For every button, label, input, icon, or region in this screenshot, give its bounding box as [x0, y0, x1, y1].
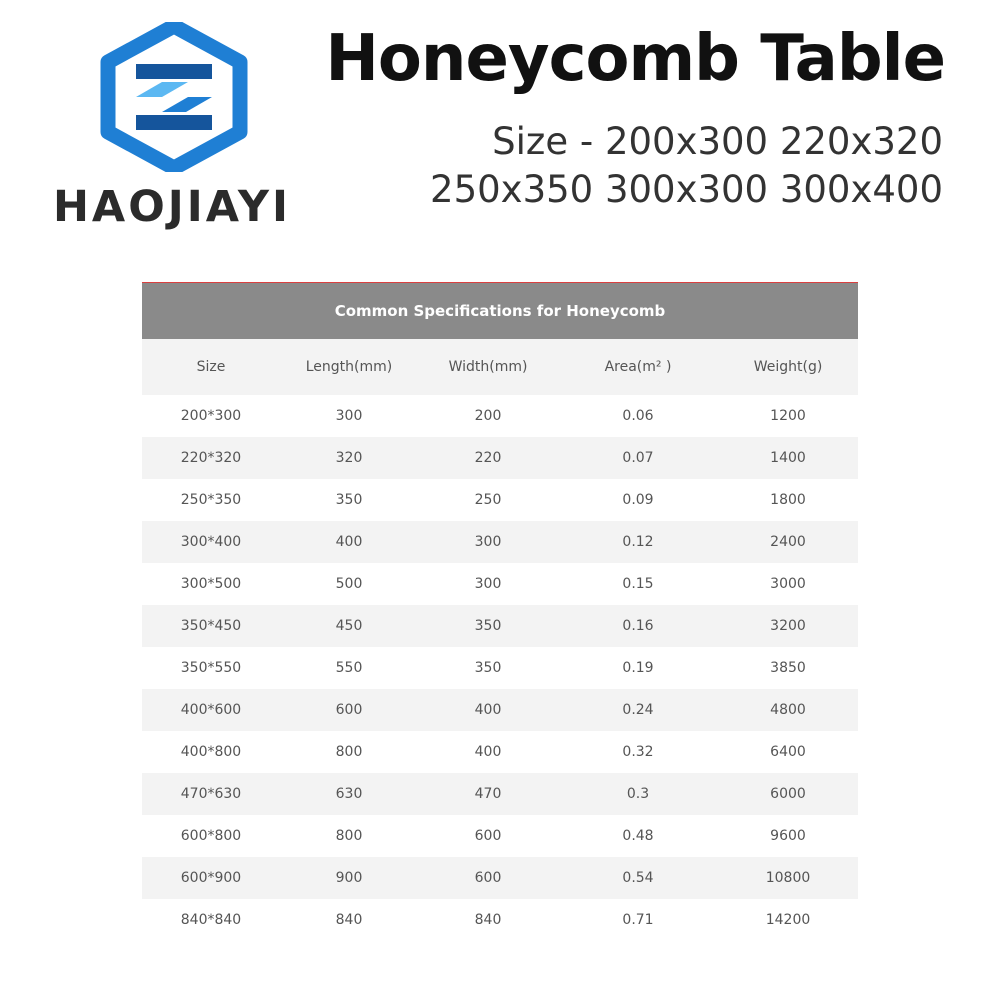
length-cell: 300	[335, 408, 363, 424]
table-row	[142, 689, 858, 731]
brand-logo	[22, 22, 322, 232]
area-cell: 0.16	[622, 618, 654, 634]
length-cell: 350	[335, 492, 363, 508]
hexagon-logo-icon	[100, 22, 248, 172]
area-cell: 0.24	[622, 702, 654, 718]
weight-cell: 3850	[770, 660, 806, 676]
width-cell: 350	[474, 618, 502, 634]
table-row	[142, 395, 858, 437]
width-cell: 300	[474, 576, 502, 592]
length-cell: 320	[335, 450, 363, 466]
table-row	[142, 479, 858, 521]
table-body	[142, 395, 858, 941]
area-cell: 0.09	[622, 492, 654, 508]
table-row	[142, 899, 858, 941]
size-cell: 220*320	[180, 450, 242, 466]
size-cell: 300*400	[180, 534, 242, 550]
weight-cell: 6000	[770, 786, 806, 802]
table-row	[142, 815, 858, 857]
weight-cell: 3200	[770, 618, 806, 634]
column-header-length: Length(mm)	[305, 359, 393, 375]
size-list-line-2: 250x350 300x300 300x400	[430, 168, 943, 211]
area-cell: 0.07	[622, 450, 654, 466]
spec-table	[142, 282, 858, 941]
size-cell: 400*600	[180, 702, 242, 718]
weight-cell: 1400	[770, 450, 806, 466]
length-cell: 800	[335, 744, 363, 760]
weight-cell: 14200	[765, 912, 811, 928]
width-cell: 250	[474, 492, 502, 508]
weight-cell: 2400	[770, 534, 806, 550]
size-cell: 470*630	[180, 786, 242, 802]
page-title: Honeycomb Table	[325, 22, 945, 96]
width-cell: 600	[474, 870, 502, 886]
area-cell: 0.19	[622, 660, 654, 676]
length-cell: 840	[335, 912, 363, 928]
weight-cell: 3000	[770, 576, 806, 592]
width-cell: 200	[474, 408, 502, 424]
width-cell: 300	[474, 534, 502, 550]
width-cell: 220	[474, 450, 502, 466]
table-row	[142, 773, 858, 815]
area-cell: 0.3	[626, 786, 650, 802]
size-cell: 250*350	[180, 492, 242, 508]
weight-cell: 6400	[770, 744, 806, 760]
table-row	[142, 647, 858, 689]
length-cell: 450	[335, 618, 363, 634]
brand-name: HAOJIAYI	[52, 182, 292, 232]
area-cell: 0.54	[622, 870, 654, 886]
column-header-weight: Weight(g)	[753, 359, 823, 375]
length-cell: 900	[335, 870, 363, 886]
size-cell: 400*800	[180, 744, 242, 760]
table-caption: Common Specifications for Honeycomb	[142, 283, 858, 339]
size-cell: 350*450	[180, 618, 242, 634]
size-cell: 600*900	[180, 870, 242, 886]
area-cell: 0.06	[622, 408, 654, 424]
table-row	[142, 605, 858, 647]
area-cell: 0.71	[622, 912, 654, 928]
area-cell: 0.12	[622, 534, 654, 550]
table-row	[142, 857, 858, 899]
length-cell: 600	[335, 702, 363, 718]
area-cell: 0.48	[622, 828, 654, 844]
width-cell: 470	[474, 786, 502, 802]
size-list-line-1: Size - 200x300 220x320	[492, 120, 943, 163]
size-list	[430, 118, 943, 214]
size-cell: 600*800	[180, 828, 242, 844]
weight-cell: 10800	[765, 870, 811, 886]
size-cell: 350*550	[180, 660, 242, 676]
width-cell: 350	[474, 660, 502, 676]
width-cell: 400	[474, 744, 502, 760]
weight-cell: 9600	[770, 828, 806, 844]
size-cell: 200*300	[180, 408, 242, 424]
column-header-width: Width(mm)	[448, 359, 528, 375]
length-cell: 800	[335, 828, 363, 844]
area-cell: 0.32	[622, 744, 654, 760]
table-row	[142, 521, 858, 563]
size-cell: 840*840	[180, 912, 242, 928]
width-cell: 600	[474, 828, 502, 844]
table-row	[142, 563, 858, 605]
length-cell: 550	[335, 660, 363, 676]
column-header-size: Size	[196, 359, 226, 375]
width-cell: 840	[474, 912, 502, 928]
width-cell: 400	[474, 702, 502, 718]
weight-cell: 1200	[770, 408, 806, 424]
length-cell: 630	[335, 786, 363, 802]
table-row	[142, 731, 858, 773]
weight-cell: 4800	[770, 702, 806, 718]
column-header-area: Area(m² )	[604, 359, 672, 375]
area-cell: 0.15	[622, 576, 654, 592]
size-cell: 300*500	[180, 576, 242, 592]
table-row	[142, 437, 858, 479]
length-cell: 500	[335, 576, 363, 592]
table-header-row	[142, 339, 858, 395]
weight-cell: 1800	[770, 492, 806, 508]
length-cell: 400	[335, 534, 363, 550]
